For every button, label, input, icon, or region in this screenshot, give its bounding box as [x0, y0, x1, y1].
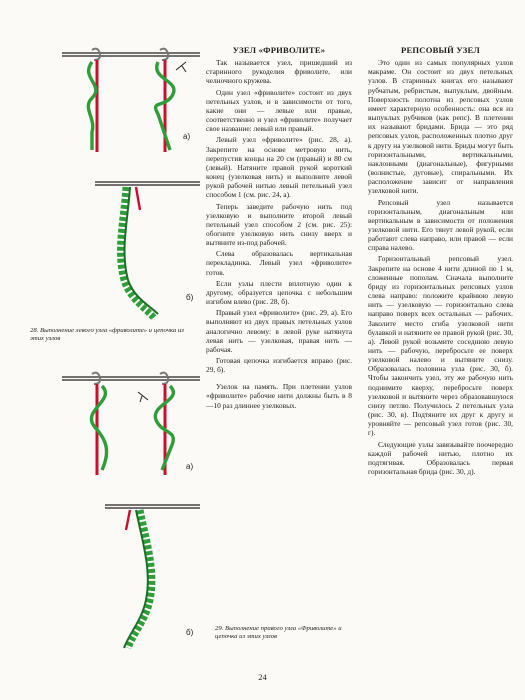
section-heading-frivolite: УЗЕЛ «ФРИВОЛИТЕ»: [232, 45, 326, 55]
paragraph: Если узлы плести вплотную один к другому, образуется цепочка с небольшим изгибом влево (рис. 28, б).: [206, 278, 352, 307]
figure-29b-label: б): [186, 628, 194, 637]
figures-area: [0, 0, 205, 700]
figure-29b-diagram: [105, 505, 200, 648]
figure-28a-diagram: [62, 49, 200, 152]
paragraph: Следующие узлы завязывайте поочередно каждой рабочей нитью, плотно их подтягивая. Образовалась первая горизонтальная брида (рис. 30, д).: [368, 439, 513, 477]
figure-28a-label: а): [183, 132, 191, 141]
figure-29a-diagram: [62, 373, 200, 475]
page-number: 24: [258, 672, 267, 682]
paragraph: Это один из самых популярных узлов макраме. Он состоит из двух петельных узлов. В старинных книгах его называют рубчатым, ребристым, выпуклым, двойным. Поверхность полотна из репсовых узлов имеет характерную особенность: она вся из выпуклых рубчиков (как репс). В плетении их называют бридами. Брида — это ряд репсовых узлов, расположенных плотно друг к другу на узелковой нити. Бриды могут быть горизонтальными, вертикальными, наклонными (диагональные), фигурными (волнистые, дуговые), спиральными. Их расположение зависит от направления узелковой нити.: [368, 58, 513, 196]
figure-29-caption: 29. Выполнение правого узла «Фриволите» и цепочка из этих узлов: [215, 625, 342, 641]
figure-28b-label: б): [186, 293, 194, 302]
paragraph: Готовая цепочка изгибается вправо (рис. 29, б).: [206, 356, 352, 375]
paragraph: Так называется узел, пришедший из старинного рукоделия фриволите, или челночного кружева.: [206, 58, 352, 86]
figure-28b-diagram: [95, 182, 200, 318]
text-column-left: [206, 46, 352, 412]
memory-note: Узелок на память. При плетении узлов «фриволите» рабочие нити должны быть в 8—10 раз длиннее узелковых.: [206, 382, 352, 410]
paragraph: Правый узел «фриволите» (рис. 29, а). Его выполняют из двух правых петельных узлов аналогично левому: в левой руке натянута левая нить — узелковая, правая нить — рабочая.: [206, 308, 352, 354]
figure-28-caption: 28. Выполнение левого узла «фриволите» и цепочка из этих узлов: [30, 327, 184, 343]
paragraph: Слева образовалась вертикальная перекладинка. Левый узел «фриволите» готов.: [206, 249, 352, 277]
figure-29a-label: а): [186, 462, 194, 471]
section-heading-reps-knot: РЕПСОВЫЙ УЗЕЛ: [401, 45, 480, 55]
paragraph: Теперь заведите рабочую нить под узелковую и выполните второй левый петельный узел способом 2 (см. рис. 25): обогните узелковую нить снизу вверх и вытяните из-под рабочей.: [206, 201, 352, 248]
text-column-right: [368, 46, 513, 478]
paragraph: Один узел «фриволите» состоит из двух петельных узлов, и в зависимости от того, какие они — левые или правые, соответственно и узел «фриволите» получает свое название: левый или правый.: [206, 87, 352, 134]
paragraph: Левый узел «фриволите» (рис. 28, а). Закрепите на основе метровую нить, перепустив концы на 20 см (правый) и 80 см (левый). Натяните правой рукой короткий конец (узелковая нить) и выполните левой рукой рабочей нитью левый петельный узел способом 1 (см. рис. 24, а).: [206, 135, 352, 200]
paragraph: Репсовый узел называется горизонтальным, диагональным или вертикальным в зависимости от положения узелковой нити. Его тянут левой рукой, если работают слева направо, или правой — если справа налево.: [368, 197, 513, 253]
paragraph: Горизонтальный репсовый узел. Закрепите на основе 4 нити длиной по 1 м, сложенные пополам. Сначала выполните бриду из горизонтальных репсовых узлов слева направо: положите крайнюю левую нить — узелковую — горизонтально слева направо поверх всех остальных — рабочих. Заколите место сгиба узелковой нити булавкой и натяните ее правой рукой (рис. 30, а). Левой рукой возьмите соседнюю левую нить — рабочую, перебросьте ее поверх узелковой налево и вытяните снизу. Образовалась половина узла (рис. 30, б). Чтобы закончить узел, эту же рабочую нить поднимите кверху, перебросьте поверх узелковой и вытяните через образовавшуюся снизу петлю. Получилось 2 петельных узла (рис. 30, в). Подтяните их друг к другу и уровняйте — репсовый узел готов (рис. 30, г).: [368, 254, 513, 438]
